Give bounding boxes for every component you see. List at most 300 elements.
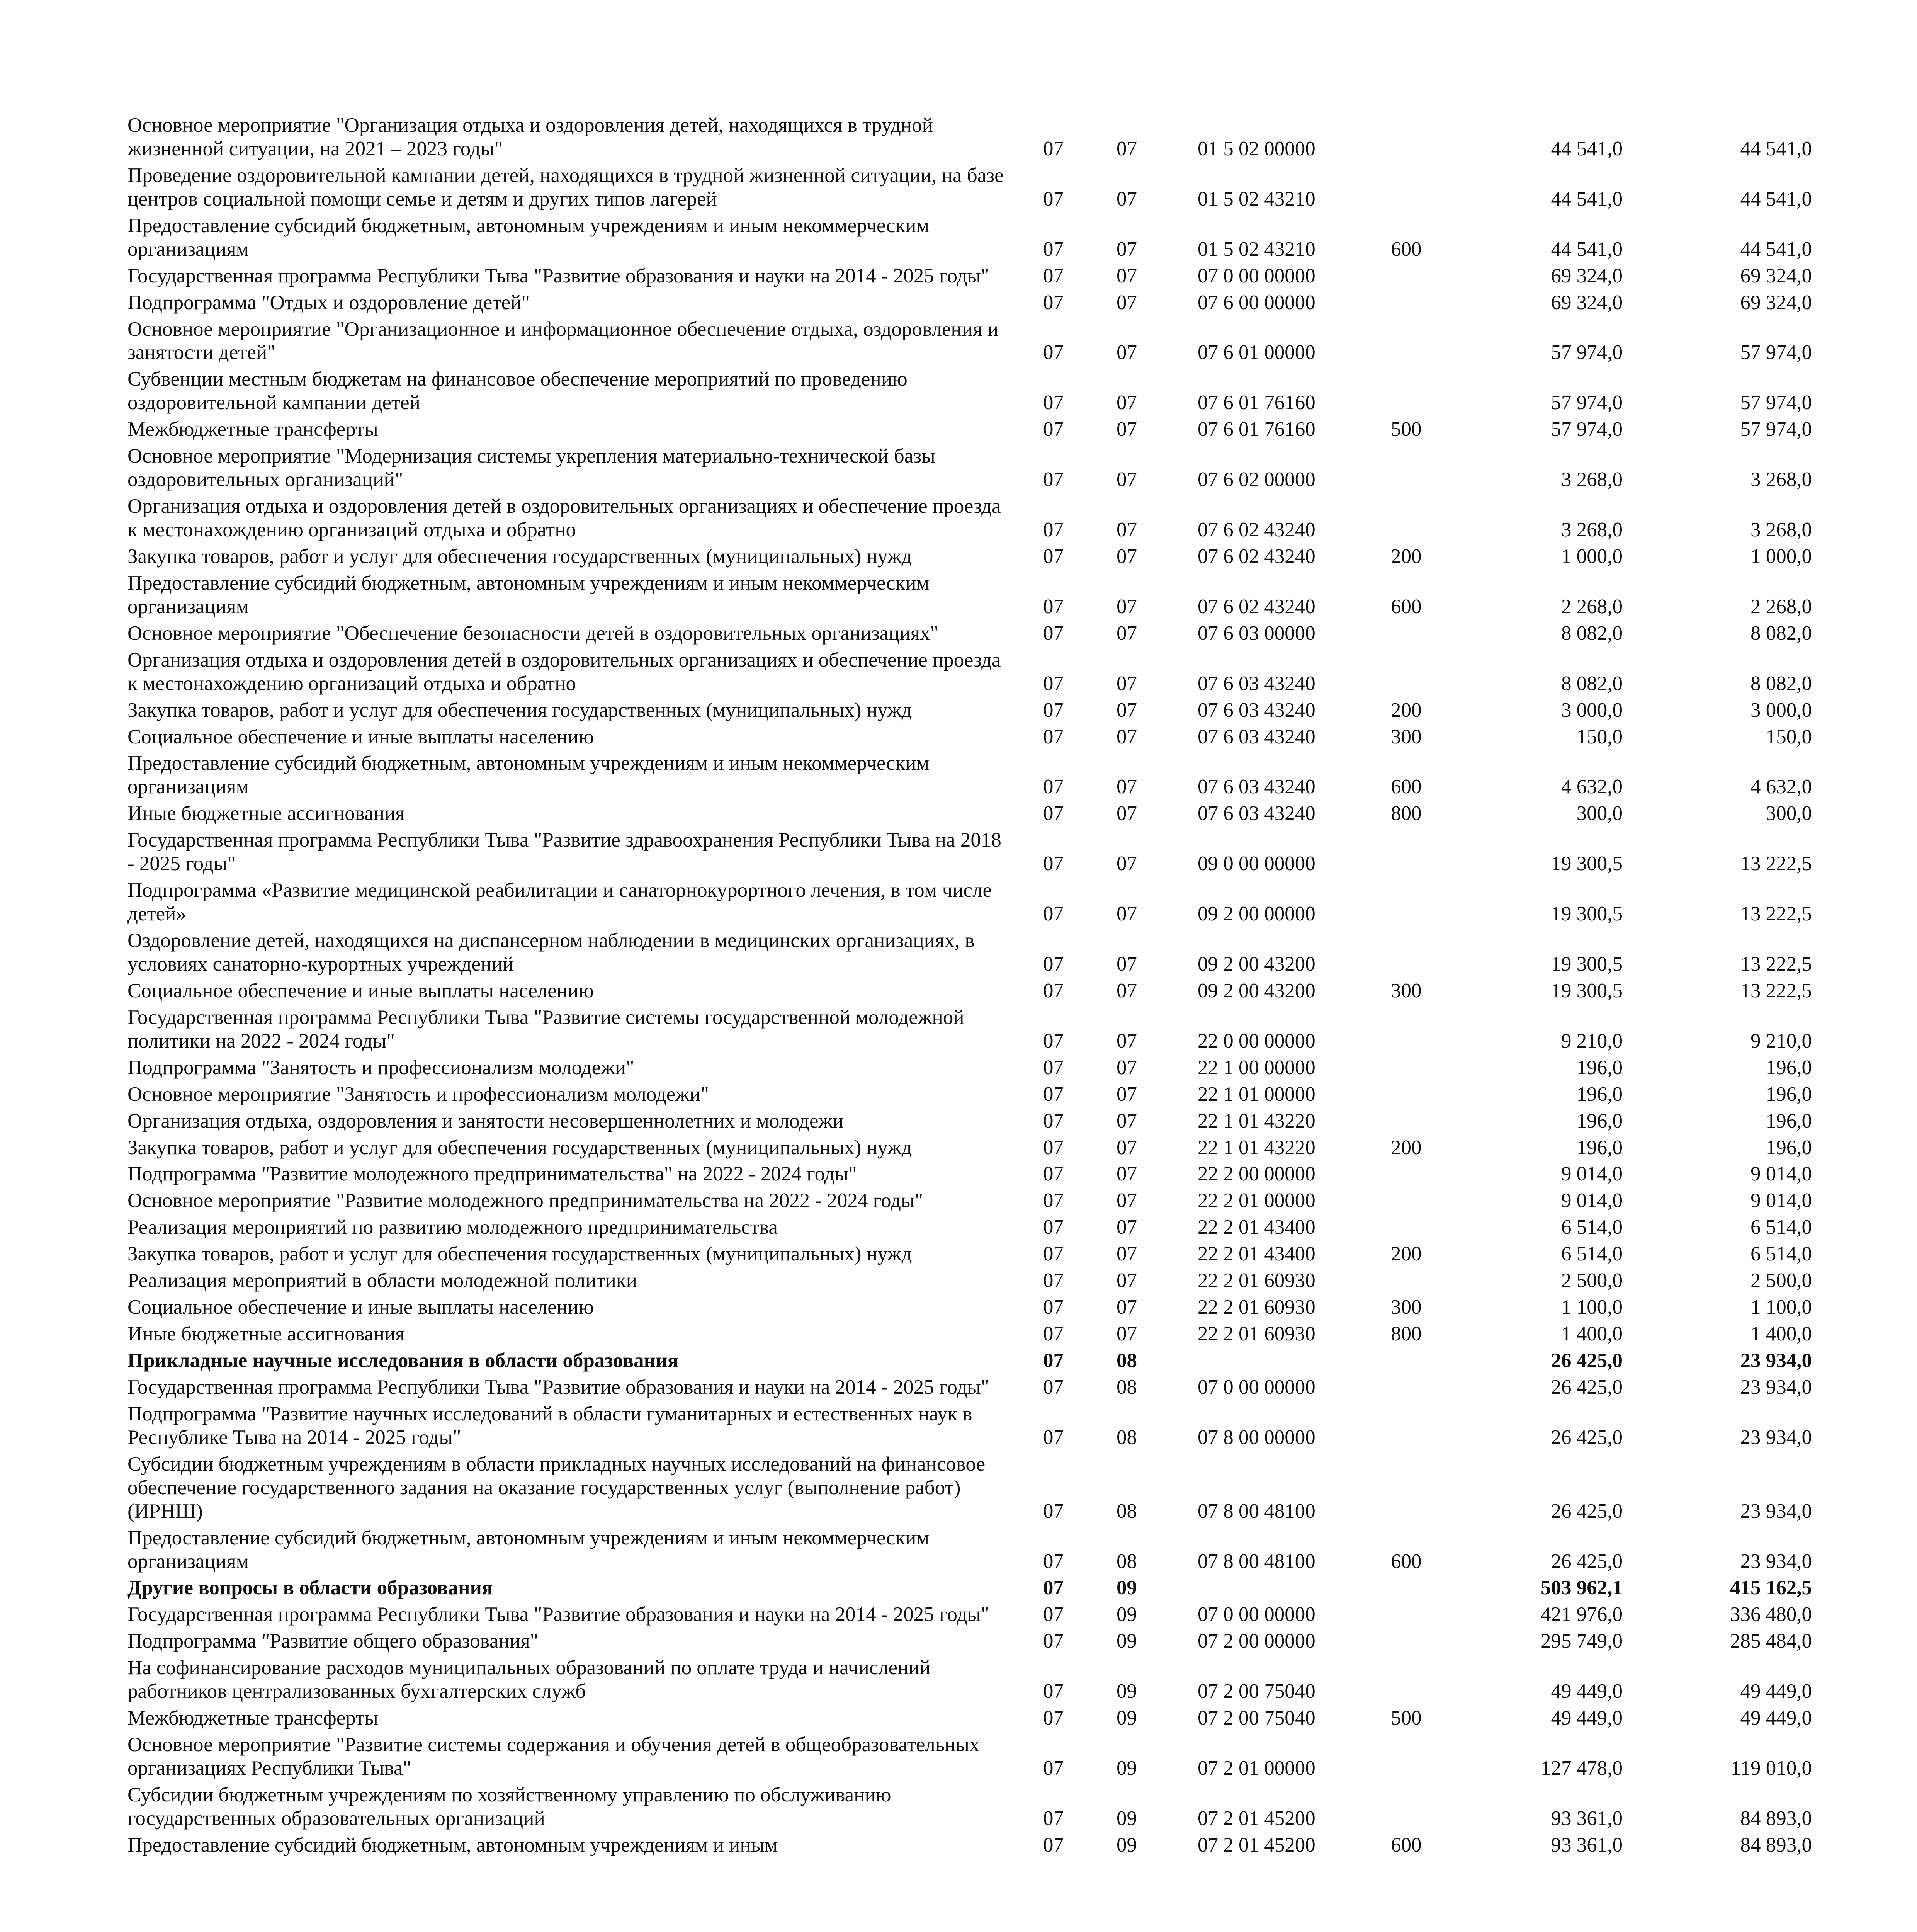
row-section-code: 07 — [1043, 1216, 1064, 1239]
row-expense-type-code: 500 — [1391, 418, 1422, 441]
row-expense-type-code — [1375, 1267, 1445, 1294]
row-target-article-code: 22 2 01 60930 — [1198, 1296, 1315, 1319]
row-expense-type-code — [1375, 366, 1445, 416]
row-amount-2: 415 162,5 — [1730, 1577, 1812, 1599]
table-row — [127, 112, 1835, 162]
row-amount-1: 69 324,0 — [1551, 291, 1623, 314]
row-amount-1: 2 268,0 — [1561, 595, 1623, 618]
row-subsection-code: 07 — [1117, 519, 1137, 541]
row-name: Субвенции местным бюджетам на финансовое обеспечение мероприятий по проведению оздоровительной кампании детей — [127, 368, 908, 414]
row-section-code: 07 — [1043, 1243, 1064, 1265]
row-amount-2: 13 222,5 — [1740, 852, 1812, 875]
row-amount-2: 196,0 — [1766, 1109, 1812, 1132]
row-section-code: 07 — [1043, 1603, 1064, 1626]
row-amount-1: 150,0 — [1576, 725, 1623, 748]
row-target-article-code: 07 6 02 00000 — [1198, 468, 1315, 491]
table-row — [127, 570, 1835, 620]
budget-table — [127, 112, 1835, 1859]
row-expense-type-code — [1375, 1451, 1445, 1525]
row-expense-type-code — [1375, 493, 1445, 543]
row-section-code: 07 — [1043, 1376, 1064, 1398]
row-target-article-code: 07 8 00 48100 — [1198, 1550, 1315, 1573]
row-section-code: 07 — [1043, 1349, 1064, 1372]
row-name: Государственная программа Республики Тыва "Развитие системы государственной молодежной политики на 2022 - 2024 годы" — [127, 1006, 964, 1052]
row-target-article-code: 22 1 01 43220 — [1198, 1109, 1315, 1132]
row-section-code: 07 — [1043, 1680, 1064, 1703]
row-amount-1: 26 425,0 — [1551, 1349, 1623, 1372]
table-row — [127, 1451, 1835, 1525]
row-name: Предоставление субсидий бюджетным, автономным учреждениям и иным некоммерческим организациям — [127, 1526, 930, 1573]
table-row — [127, 1081, 1835, 1108]
row-target-article-code: 22 2 01 60930 — [1198, 1323, 1315, 1345]
row-amount-1: 57 974,0 — [1551, 391, 1623, 414]
row-amount-2: 57 974,0 — [1740, 341, 1812, 364]
table-row — [127, 543, 1835, 570]
row-target-article-code — [1182, 1347, 1375, 1374]
row-amount-1: 49 449,0 — [1551, 1707, 1623, 1730]
row-name: Субсидии бюджетным учреждениям в области прикладных научных исследований на финансовое обеспечение государственного задания на оказание государственных услуг (выполнение работ) (ИРНШ) — [127, 1452, 986, 1522]
row-amount-1: 9 210,0 — [1561, 1029, 1623, 1052]
table-row — [127, 800, 1835, 827]
row-amount-1: 19 300,5 — [1551, 852, 1623, 875]
row-target-article-code: 09 2 00 00000 — [1198, 903, 1315, 925]
table-row — [127, 877, 1835, 927]
row-section-code: 07 — [1043, 238, 1064, 260]
row-subsection-code: 07 — [1117, 291, 1137, 314]
row-amount-2: 49 449,0 — [1740, 1707, 1812, 1730]
row-amount-1: 3 268,0 — [1561, 519, 1623, 541]
row-name: Государственная программа Республики Тыва "Развитие здравоохранения Республики Тыва на 2018 - 2025 годы" — [127, 829, 1001, 875]
row-name: Организация отдыха и оздоровления детей в оздоровительных организациях и обеспечение проезда к местонахождению организаций отдыха и обратно — [127, 495, 1001, 541]
row-amount-1: 9 014,0 — [1561, 1163, 1623, 1185]
row-name: Реализация мероприятий в области молодежной политики — [127, 1269, 637, 1292]
row-expense-type-code: 800 — [1391, 1323, 1422, 1345]
row-subsection-code: 09 — [1117, 1707, 1137, 1730]
row-amount-1: 19 300,5 — [1551, 903, 1623, 925]
row-name: Предоставление субсидий бюджетным, автономным учреждениям и иным — [127, 1833, 778, 1856]
table-row — [127, 1187, 1835, 1214]
table-row — [127, 162, 1835, 213]
row-target-article-code: 07 6 03 43240 — [1198, 699, 1315, 721]
row-target-article-code: 07 6 03 43240 — [1198, 802, 1315, 825]
row-name: Закупка товаров, работ и услуг для обеспечения государственных (муниципальных) нужд — [127, 699, 912, 721]
row-section-code: 07 — [1043, 1056, 1064, 1079]
row-section-code: 07 — [1043, 519, 1064, 541]
row-expense-type-code: 200 — [1391, 1243, 1422, 1265]
row-section-code: 07 — [1043, 1577, 1064, 1599]
row-expense-type-code: 600 — [1391, 776, 1422, 798]
row-section-code: 07 — [1043, 1630, 1064, 1653]
table-row — [127, 927, 1835, 978]
row-amount-2: 4 632,0 — [1750, 776, 1812, 798]
row-amount-2: 336 480,0 — [1730, 1603, 1812, 1626]
row-name: Предоставление субсидий бюджетным, автономным учреждениям и иным некоммерческим организациям — [127, 571, 930, 618]
row-name: Иные бюджетные ассигнования — [127, 1323, 405, 1345]
row-name: Предоставление субсидий бюджетным, автономным учреждениям и иным некоммерческим организациям — [127, 752, 930, 798]
row-section-code: 07 — [1043, 852, 1064, 875]
row-name: Государственная программа Республики Тыва "Развитие образования и науки на 2014 - 2025 годы" — [127, 264, 989, 287]
table-row — [127, 1374, 1835, 1401]
row-target-article-code: 22 1 00 00000 — [1198, 1056, 1315, 1079]
row-name: Социальное обеспечение и иные выплаты населению — [127, 725, 594, 748]
row-expense-type-code: 300 — [1391, 979, 1422, 1002]
row-amount-1: 49 449,0 — [1551, 1680, 1623, 1703]
row-amount-1: 8 082,0 — [1561, 672, 1623, 695]
row-name: Закупка товаров, работ и услуг для обеспечения государственных (муниципальных) нужд — [127, 1243, 912, 1265]
row-section-code: 07 — [1043, 1550, 1064, 1573]
row-target-article-code: 22 2 00 00000 — [1198, 1163, 1315, 1185]
row-subsection-code: 07 — [1117, 595, 1137, 618]
row-target-article-code: 07 2 00 00000 — [1198, 1630, 1315, 1653]
row-subsection-code: 07 — [1117, 1163, 1137, 1185]
row-name: Социальное обеспечение и иные выплаты населению — [127, 1296, 594, 1319]
row-amount-2: 9 014,0 — [1750, 1163, 1812, 1185]
row-amount-2: 23 934,0 — [1740, 1376, 1812, 1398]
row-expense-type-code — [1375, 620, 1445, 647]
row-name: Организация отдыха, оздоровления и занятости несовершеннолетних и молодежи — [127, 1109, 844, 1132]
row-section-code: 07 — [1043, 1757, 1064, 1779]
row-target-article-code: 07 6 03 00000 — [1198, 622, 1315, 645]
row-section-code: 07 — [1043, 187, 1064, 210]
row-subsection-code: 07 — [1117, 1109, 1137, 1132]
row-amount-1: 6 514,0 — [1561, 1216, 1623, 1239]
table-row — [127, 1731, 1835, 1782]
row-subsection-code: 08 — [1117, 1426, 1137, 1449]
row-section-code: 07 — [1043, 1109, 1064, 1132]
row-amount-1: 1 100,0 — [1561, 1296, 1623, 1319]
row-amount-1: 57 974,0 — [1551, 418, 1623, 441]
row-amount-2: 57 974,0 — [1740, 391, 1812, 414]
row-amount-1: 26 425,0 — [1551, 1426, 1623, 1449]
row-target-article-code: 07 2 00 75040 — [1198, 1680, 1315, 1703]
table-row — [127, 1321, 1835, 1347]
table-row — [127, 1782, 1835, 1832]
row-amount-2: 196,0 — [1766, 1083, 1812, 1105]
row-target-article-code: 22 1 01 43220 — [1198, 1136, 1315, 1159]
row-section-code: 07 — [1043, 468, 1064, 491]
table-row — [127, 1347, 1835, 1374]
row-target-article-code: 09 2 00 43200 — [1198, 952, 1315, 975]
table-row — [127, 1134, 1835, 1161]
row-amount-2: 23 934,0 — [1740, 1500, 1812, 1522]
row-subsection-code: 09 — [1117, 1680, 1137, 1703]
row-name: Основное мероприятие "Организация отдыха и оздоровления детей, находящихся в трудной жизненной ситуации, на 2021 – 2023 годы" — [127, 114, 933, 160]
budget-document — [127, 112, 1835, 1859]
row-name: Предоставление субсидий бюджетным, автономным учреждениям и иным некоммерческим организациям — [127, 214, 930, 260]
row-section-code: 07 — [1043, 391, 1064, 414]
row-subsection-code: 07 — [1117, 468, 1137, 491]
row-amount-1: 3 000,0 — [1561, 699, 1623, 721]
table-row — [127, 620, 1835, 647]
row-name: Основное мероприятие "Модернизация системы укрепления материально-технической базы оздоровительных организаций" — [127, 445, 935, 491]
row-expense-type-code — [1375, 263, 1445, 289]
row-section-code: 07 — [1043, 1269, 1064, 1292]
table-row — [127, 1054, 1835, 1081]
row-amount-2: 1 100,0 — [1750, 1296, 1812, 1319]
row-expense-type-code — [1375, 289, 1445, 316]
row-amount-2: 2 500,0 — [1750, 1269, 1812, 1292]
row-name: Иные бюджетные ассигнования — [127, 802, 405, 825]
row-name: Социальное обеспечение и иные выплаты населению — [127, 979, 594, 1002]
row-expense-type-code — [1375, 1161, 1445, 1187]
row-subsection-code: 07 — [1117, 1056, 1137, 1079]
row-section-code: 07 — [1043, 1029, 1064, 1052]
row-amount-1: 26 425,0 — [1551, 1376, 1623, 1398]
row-subsection-code: 07 — [1117, 341, 1137, 364]
row-subsection-code: 09 — [1117, 1577, 1137, 1599]
row-name: Государственная программа Республики Тыва "Развитие образования и науки на 2014 - 2025 годы" — [127, 1376, 989, 1398]
row-amount-2: 8 082,0 — [1750, 672, 1812, 695]
row-amount-2: 69 324,0 — [1740, 291, 1812, 314]
row-amount-2: 6 514,0 — [1750, 1216, 1812, 1239]
budget-table-body — [127, 112, 1835, 1859]
row-expense-type-code: 600 — [1391, 238, 1422, 260]
row-subsection-code: 07 — [1117, 137, 1137, 160]
row-name: Основное мероприятие "Развитие молодежного предпринимательства на 2022 - 2024 годы" — [127, 1189, 923, 1212]
row-name: Основное мероприятие "Развитие системы содержания и обучения детей в общеобразовательных организациях Республики Тыва" — [127, 1733, 980, 1779]
row-subsection-code: 07 — [1117, 979, 1137, 1002]
row-amount-2: 44 541,0 — [1740, 238, 1812, 260]
row-expense-type-code — [1375, 316, 1445, 366]
row-section-code: 07 — [1043, 1083, 1064, 1105]
row-section-code: 07 — [1043, 1807, 1064, 1830]
row-amount-2: 9 014,0 — [1750, 1189, 1812, 1212]
row-name: Закупка товаров, работ и услуг для обеспечения государственных (муниципальных) нужд — [127, 1136, 912, 1159]
row-target-article-code: 07 6 02 43240 — [1198, 519, 1315, 541]
row-amount-1: 127 478,0 — [1541, 1757, 1623, 1779]
row-section-code: 07 — [1043, 776, 1064, 798]
row-section-code: 07 — [1043, 979, 1064, 1002]
row-section-code: 07 — [1043, 1323, 1064, 1345]
row-expense-type-code — [1375, 443, 1445, 493]
table-row — [127, 1294, 1835, 1321]
table-row — [127, 697, 1835, 724]
row-subsection-code: 07 — [1117, 776, 1137, 798]
row-target-article-code: 01 5 02 43210 — [1198, 238, 1315, 260]
row-amount-2: 300,0 — [1766, 802, 1812, 825]
row-amount-2: 13 222,5 — [1740, 952, 1812, 975]
row-target-article-code: 07 0 00 00000 — [1198, 1376, 1315, 1398]
row-section-code: 07 — [1043, 418, 1064, 441]
row-section-code: 07 — [1043, 1833, 1064, 1856]
table-row — [127, 213, 1835, 263]
row-name: Субсидии бюджетным учреждениям по хозяйственному управлению по обслуживанию государственных образовательных организаций — [127, 1783, 891, 1830]
row-name: Основное мероприятие "Организационное и информационное обеспечение отдыха, оздоровления и занятости детей" — [127, 318, 999, 364]
row-target-article-code: 07 6 01 76160 — [1198, 391, 1315, 414]
row-subsection-code: 07 — [1117, 238, 1137, 260]
row-amount-2: 49 449,0 — [1740, 1680, 1812, 1703]
row-section-code: 07 — [1043, 622, 1064, 645]
row-expense-type-code: 200 — [1391, 699, 1422, 721]
row-target-article-code: 01 5 02 43210 — [1198, 187, 1315, 210]
row-amount-2: 57 974,0 — [1740, 418, 1812, 441]
row-expense-type-code: 200 — [1391, 545, 1422, 568]
row-target-article-code: 22 2 01 43400 — [1198, 1243, 1315, 1265]
row-amount-2: 23 934,0 — [1740, 1426, 1812, 1449]
row-amount-2: 150,0 — [1766, 725, 1812, 748]
row-amount-1: 2 500,0 — [1561, 1269, 1623, 1292]
row-amount-1: 44 541,0 — [1551, 187, 1623, 210]
row-subsection-code: 08 — [1117, 1376, 1137, 1398]
row-subsection-code: 07 — [1117, 672, 1137, 695]
row-expense-type-code — [1375, 877, 1445, 927]
row-target-article-code: 07 0 00 00000 — [1198, 264, 1315, 287]
row-expense-type-code — [1375, 1782, 1445, 1832]
row-section-code: 07 — [1043, 802, 1064, 825]
row-name: Прикладные научные исследования в области образования — [127, 1349, 679, 1372]
row-section-code: 07 — [1043, 699, 1064, 721]
row-amount-2: 84 893,0 — [1740, 1807, 1812, 1830]
row-expense-type-code — [1375, 1401, 1445, 1451]
row-target-article-code: 07 8 00 00000 — [1198, 1426, 1315, 1449]
row-name: Подпрограмма "Развитие общего образования" — [127, 1630, 539, 1653]
row-amount-2: 1 000,0 — [1750, 545, 1812, 568]
row-target-article-code: 22 1 01 00000 — [1198, 1083, 1315, 1105]
row-section-code: 07 — [1043, 1426, 1064, 1449]
row-expense-type-code — [1375, 1347, 1445, 1374]
row-expense-type-code: 600 — [1391, 1550, 1422, 1573]
row-target-article-code: 07 6 03 43240 — [1198, 672, 1315, 695]
row-name: Основное мероприятие "Обеспечение безопасности детей в оздоровительных организациях" — [127, 622, 939, 645]
row-name: Государственная программа Республики Тыва "Развитие образования и науки на 2014 - 2025 годы" — [127, 1603, 989, 1626]
row-name: Закупка товаров, работ и услуг для обеспечения государственных (муниципальных) нужд — [127, 545, 912, 568]
row-amount-1: 1 400,0 — [1561, 1323, 1623, 1345]
row-target-article-code: 07 6 02 43240 — [1198, 595, 1315, 618]
row-section-code: 07 — [1043, 1296, 1064, 1319]
row-expense-type-code — [1375, 1655, 1445, 1705]
row-subsection-code: 07 — [1117, 852, 1137, 875]
table-row — [127, 1161, 1835, 1187]
row-target-article-code: 07 6 01 00000 — [1198, 341, 1315, 364]
table-row — [127, 1705, 1835, 1731]
row-target-article-code: 07 8 00 48100 — [1198, 1500, 1315, 1522]
row-expense-type-code — [1375, 112, 1445, 162]
row-expense-type-code — [1375, 927, 1445, 978]
row-subsection-code: 08 — [1117, 1349, 1137, 1372]
row-subsection-code: 07 — [1117, 725, 1137, 748]
row-amount-2: 2 268,0 — [1750, 595, 1812, 618]
row-expense-type-code — [1375, 1575, 1445, 1601]
row-amount-2: 196,0 — [1766, 1136, 1812, 1159]
row-target-article-code: 07 2 01 45200 — [1198, 1833, 1315, 1856]
row-subsection-code: 07 — [1117, 1083, 1137, 1105]
row-amount-1: 4 632,0 — [1561, 776, 1623, 798]
table-row — [127, 366, 1835, 416]
row-subsection-code: 07 — [1117, 187, 1137, 210]
row-section-code: 07 — [1043, 291, 1064, 314]
row-subsection-code: 07 — [1117, 699, 1137, 721]
row-expense-type-code — [1375, 1108, 1445, 1134]
row-amount-1: 295 749,0 — [1541, 1630, 1623, 1653]
row-section-code: 07 — [1043, 1163, 1064, 1185]
row-subsection-code: 09 — [1117, 1757, 1137, 1779]
row-amount-1: 69 324,0 — [1551, 264, 1623, 287]
row-expense-type-code: 200 — [1391, 1136, 1422, 1159]
row-amount-2: 8 082,0 — [1750, 622, 1812, 645]
row-expense-type-code — [1375, 1374, 1445, 1401]
row-amount-1: 44 541,0 — [1551, 238, 1623, 260]
row-expense-type-code — [1375, 1054, 1445, 1081]
table-row — [127, 1401, 1835, 1451]
row-name: Организация отдыха и оздоровления детей в оздоровительных организациях и обеспечение проезда к местонахождению организаций отдыха и обратно — [127, 648, 1001, 695]
row-subsection-code: 07 — [1117, 903, 1137, 925]
row-target-article-code: 07 2 00 75040 — [1198, 1707, 1315, 1730]
table-row — [127, 1241, 1835, 1267]
table-row — [127, 1267, 1835, 1294]
row-amount-2: 84 893,0 — [1740, 1833, 1812, 1856]
row-amount-1: 93 361,0 — [1551, 1833, 1623, 1856]
row-amount-2: 44 541,0 — [1740, 137, 1812, 160]
row-subsection-code: 07 — [1117, 1216, 1137, 1239]
row-subsection-code: 09 — [1117, 1833, 1137, 1856]
row-amount-1: 8 082,0 — [1561, 622, 1623, 645]
row-name: Другие вопросы в области образования — [127, 1577, 493, 1599]
row-subsection-code: 09 — [1117, 1603, 1137, 1626]
row-expense-type-code — [1375, 1004, 1445, 1054]
table-row — [127, 1525, 1835, 1575]
row-target-article-code: 07 6 00 00000 — [1198, 291, 1315, 314]
row-section-code: 07 — [1043, 672, 1064, 695]
row-target-article-code: 22 2 01 60930 — [1198, 1269, 1315, 1292]
row-expense-type-code: 600 — [1391, 1833, 1422, 1856]
row-amount-1: 421 976,0 — [1541, 1603, 1623, 1626]
row-name: Проведение оздоровительной кампании детей, находящихся в трудной жизненной ситуации, на базе центров социальной помощи семье и детям и других типов лагерей — [127, 164, 1004, 210]
row-name: На софинансирование расходов муниципальных образований по оплате труда и начислений работников централизованных бухгалтерских служб — [127, 1656, 931, 1703]
row-subsection-code: 07 — [1117, 264, 1137, 287]
row-subsection-code: 09 — [1117, 1807, 1137, 1830]
row-section-code: 07 — [1043, 595, 1064, 618]
row-target-article-code: 07 2 01 00000 — [1198, 1757, 1315, 1779]
row-target-article-code: 07 0 00 00000 — [1198, 1603, 1315, 1626]
row-amount-1: 196,0 — [1576, 1056, 1623, 1079]
table-row — [127, 1214, 1835, 1241]
row-subsection-code: 07 — [1117, 622, 1137, 645]
table-row — [127, 724, 1835, 750]
row-expense-type-code: 800 — [1391, 802, 1422, 825]
row-target-article-code: 22 2 01 00000 — [1198, 1189, 1315, 1212]
row-name: Межбюджетные трансферты — [127, 418, 378, 441]
row-subsection-code: 07 — [1117, 1243, 1137, 1265]
row-amount-2: 119 010,0 — [1730, 1757, 1812, 1779]
row-expense-type-code — [1375, 1731, 1445, 1782]
table-row — [127, 1575, 1835, 1601]
row-subsection-code: 07 — [1117, 418, 1137, 441]
row-section-code: 07 — [1043, 1500, 1064, 1522]
row-subsection-code: 08 — [1117, 1500, 1137, 1522]
table-row — [127, 493, 1835, 543]
row-amount-2: 3 268,0 — [1750, 519, 1812, 541]
row-target-article-code: 22 0 00 00000 — [1198, 1029, 1315, 1052]
row-target-article-code: 09 0 00 00000 — [1198, 852, 1315, 875]
row-amount-1: 19 300,5 — [1551, 952, 1623, 975]
row-subsection-code: 07 — [1117, 802, 1137, 825]
row-amount-2: 13 222,5 — [1740, 903, 1812, 925]
row-amount-2: 9 210,0 — [1750, 1029, 1812, 1052]
row-amount-2: 1 400,0 — [1750, 1323, 1812, 1345]
row-amount-2: 13 222,5 — [1740, 979, 1812, 1002]
row-amount-2: 44 541,0 — [1740, 187, 1812, 210]
row-section-code: 07 — [1043, 952, 1064, 975]
row-expense-type-code — [1375, 647, 1445, 697]
row-target-article-code: 01 5 02 00000 — [1198, 137, 1315, 160]
row-amount-2: 196,0 — [1766, 1056, 1812, 1079]
row-expense-type-code — [1375, 827, 1445, 877]
table-row — [127, 1832, 1835, 1859]
row-subsection-code: 07 — [1117, 1323, 1137, 1345]
row-section-code: 07 — [1043, 1136, 1064, 1159]
row-target-article-code: 22 2 01 43400 — [1198, 1216, 1315, 1239]
row-subsection-code: 07 — [1117, 391, 1137, 414]
